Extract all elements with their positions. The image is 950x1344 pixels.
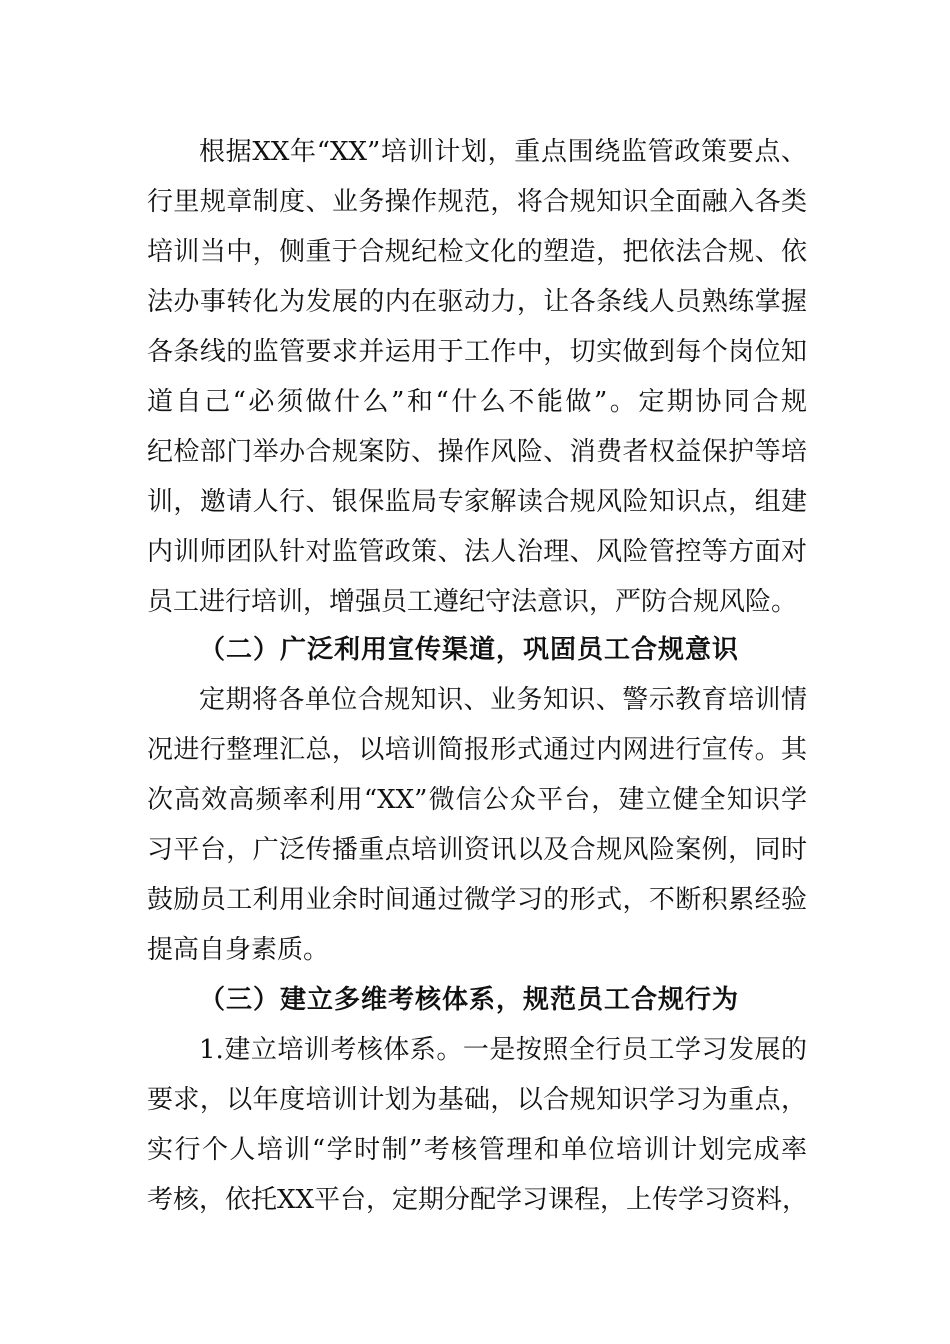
paragraph-line: 考核，依托XX平台，定期分配学习课程，上传学习资料， <box>147 1185 809 1215</box>
paragraph-line: 法办事转化为发展的内在驱动力，让各条线人员熟练掌握 <box>147 287 807 317</box>
paragraph-line: 纪检部门举办合规案防、操作风险、消费者权益保护等培 <box>147 437 807 467</box>
section-heading: （二）广泛利用宣传渠道，巩固员工合规意识 <box>199 635 740 665</box>
paragraph-line: 提高自身素质。 <box>147 935 330 965</box>
section-heading: （三）建立多维考核体系，规范员工合规行为 <box>199 985 740 1015</box>
paragraph-line: 况进行整理汇总，以培训简报形式通过内网进行宣传。其 <box>147 735 807 765</box>
paragraph-line: 根据XX年“XX”培训计划，重点围绕监管政策要点、 <box>199 137 807 167</box>
paragraph-line: 习平台，广泛传播重点培训资讯以及合规风险案例，同时 <box>147 835 807 865</box>
paragraph-line: 实行个人培训“学时制”考核管理和单位培训计划完成率 <box>147 1135 807 1165</box>
paragraph-line: 要求，以年度培训计划为基础，以合规知识学习为重点， <box>147 1085 807 1115</box>
paragraph-line: 道自己“必须做什么”和“什么不能做”。定期协同合规 <box>147 387 807 417</box>
paragraph-line: 培训当中，侧重于合规纪检文化的塑造，把依法合规、依 <box>147 237 807 267</box>
paragraph-line: 内训师团队针对监管政策、法人治理、风险管控等方面对 <box>147 537 807 567</box>
paragraph-line: 定期将各单位合规知识、业务知识、警示教育培训情 <box>199 685 807 715</box>
paragraph-line: 各条线的监管要求并运用于工作中，切实做到每个岗位知 <box>147 337 807 367</box>
paragraph-line: 员工进行培训，增强员工遵纪守法意识，严防合规风险。 <box>147 587 798 617</box>
paragraph-line: 次高效高频率利用“XX”微信公众平台，建立健全知识学 <box>147 785 807 815</box>
paragraph-line: 行里规章制度、业务操作规范，将合规知识全面融入各类 <box>147 187 807 217</box>
paragraph-line: 训，邀请人行、银保监局专家解读合规风险知识点，组建 <box>147 487 807 517</box>
paragraph-line: 1.建立培训考核体系。一是按照全行员工学习发展的 <box>199 1035 807 1065</box>
paragraph-line: 鼓励员工利用业余时间通过微学习的形式，不断积累经验 <box>147 885 807 915</box>
